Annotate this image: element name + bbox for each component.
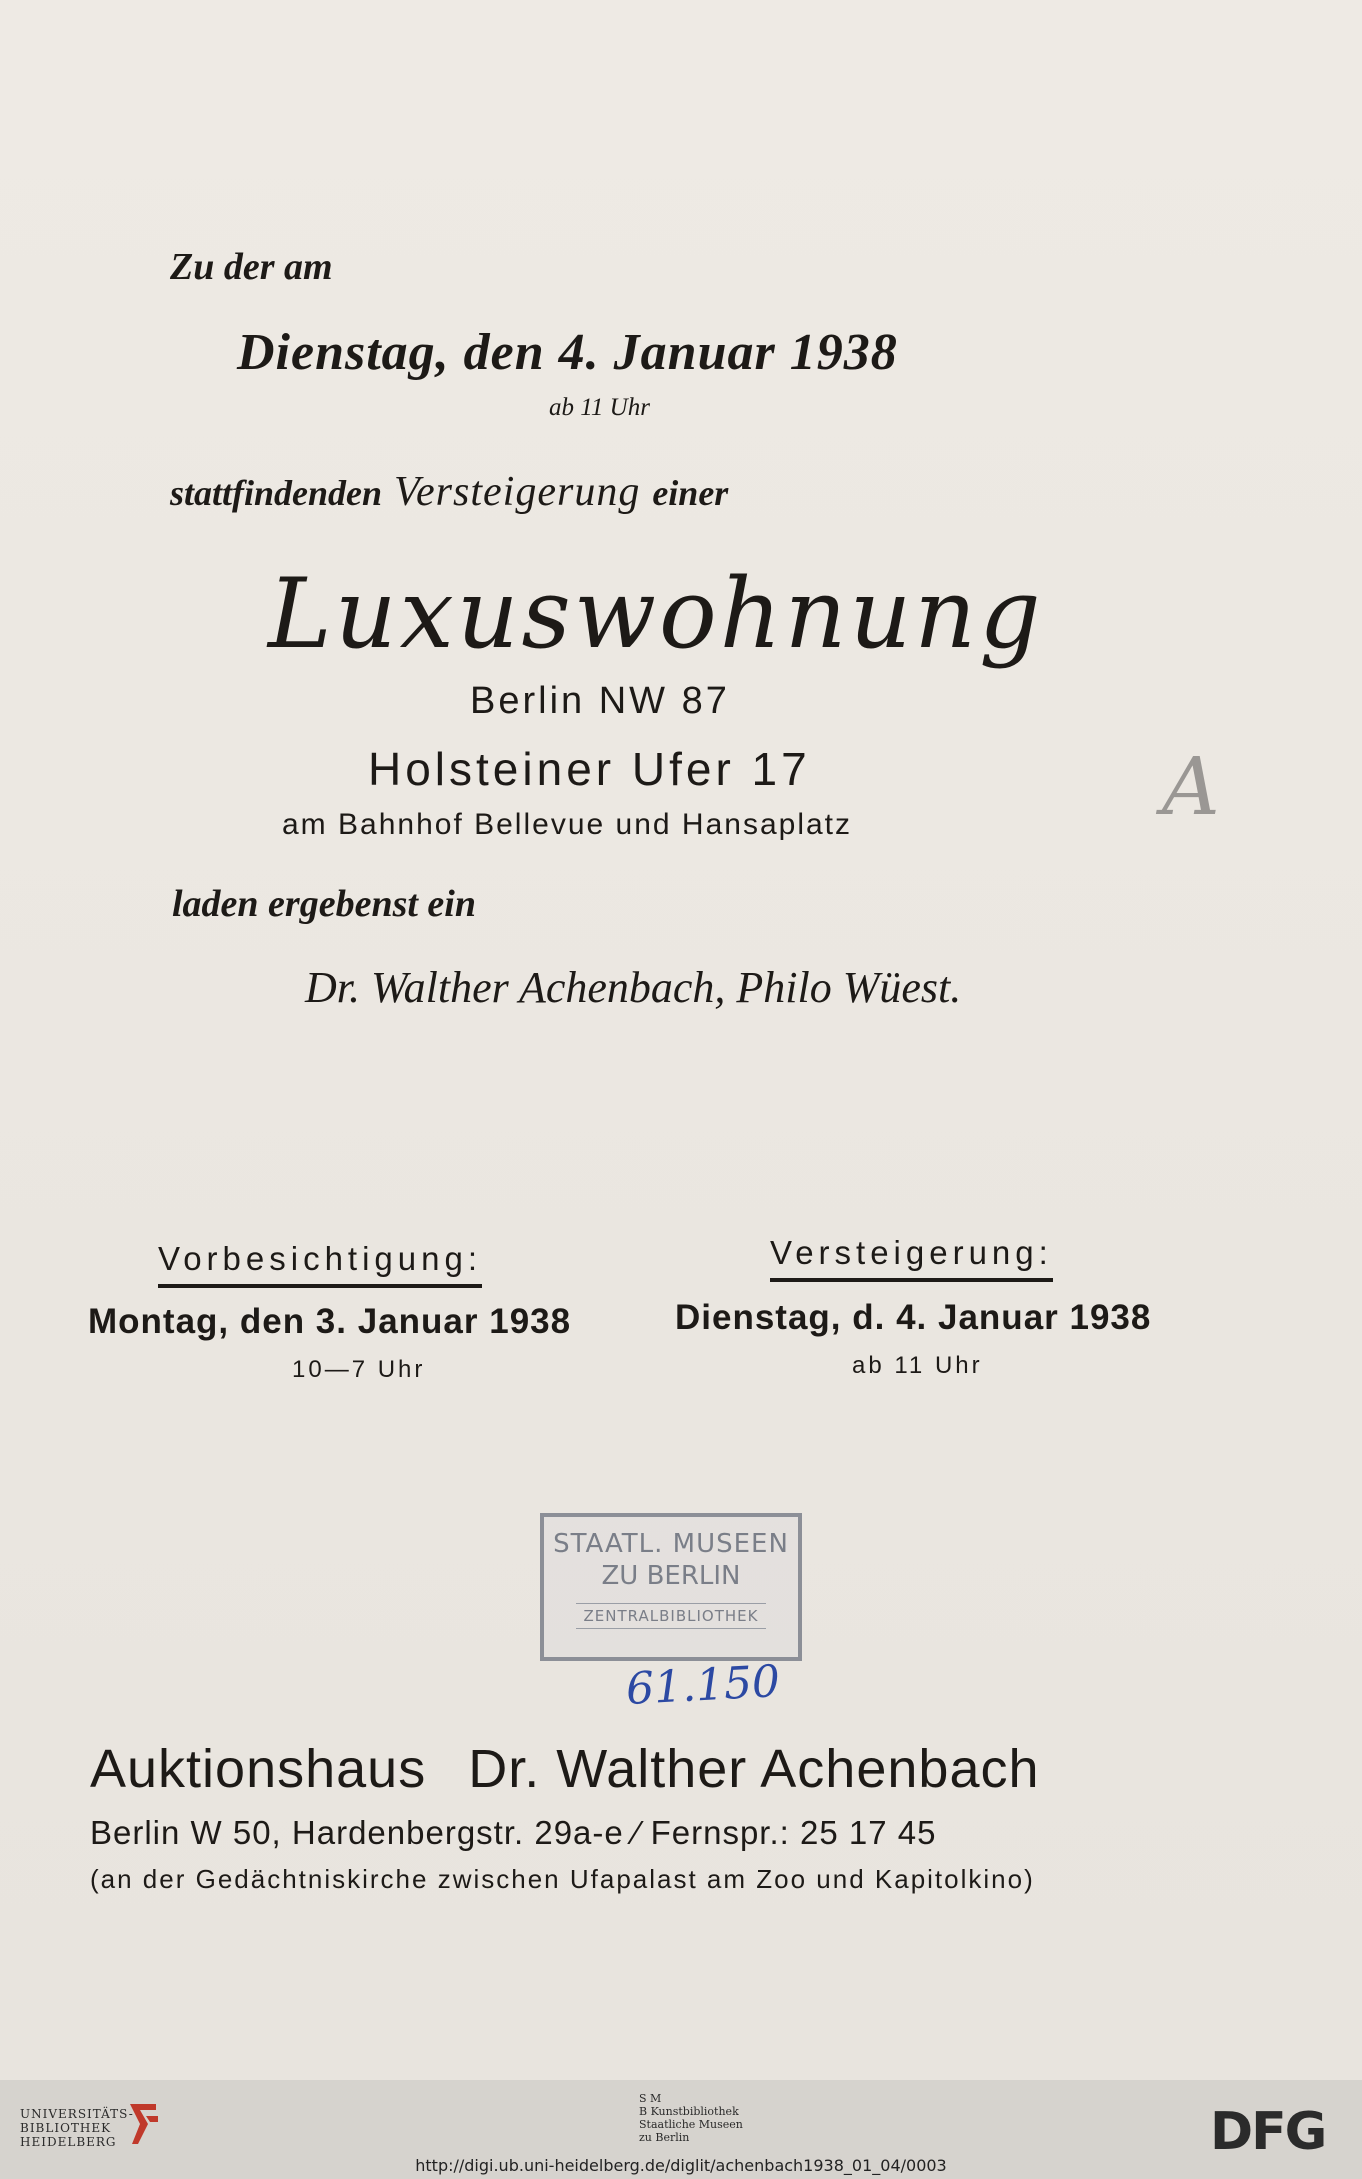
preview-date: Montag, den 3. Januar 1938 xyxy=(88,1302,572,1341)
auction-description-line xyxy=(170,468,728,516)
auction-heading: Versteigerung: xyxy=(770,1234,1053,1282)
ub-heidelberg-logo-icon xyxy=(126,2096,162,2152)
auction-house-name xyxy=(90,1738,1040,1800)
auction-time-subheading: ab 11 Uhr xyxy=(549,394,650,421)
preview-heading: Vorbesichtigung: xyxy=(158,1240,482,1288)
smb-kunstbibliothek-text xyxy=(639,2092,743,2144)
invite-text: laden ergebenst ein xyxy=(172,883,476,925)
document-title: Luxuswohnung xyxy=(268,558,1044,670)
auction-house-location: (an der Gedächtniskirche zwischen Ufapalast am Zoo und Kapitolkino) xyxy=(90,1864,1035,1894)
verb-pre-text: stattfindenden xyxy=(170,473,383,513)
stamp-line-3: ZENTRALBIBLIOTHEK xyxy=(576,1603,767,1629)
auction-house-name-part1: Auktionshaus xyxy=(90,1739,427,1799)
viewer-footer xyxy=(0,2080,1362,2179)
auction-date-heading: Dienstag, den 4. Januar 1938 xyxy=(237,324,898,381)
library-stamp xyxy=(540,1513,802,1661)
handwritten-accession-number: 61.150 xyxy=(624,1656,782,1715)
auction-time: ab 11 Uhr xyxy=(852,1352,983,1379)
stamp-line-2: ZU BERLIN xyxy=(601,1561,741,1591)
verb-main-text: Versteigerung xyxy=(394,469,641,515)
auction-house-name-part2: Dr. Walther Achenbach xyxy=(468,1739,1040,1799)
address-city: Berlin NW 87 xyxy=(470,680,730,722)
smb-line-3: Staatliche Museen xyxy=(639,2118,743,2131)
smb-line-2: B Kunstbibliothek xyxy=(639,2105,739,2118)
verb-post-text: einer xyxy=(652,473,729,513)
smb-line-1: S M xyxy=(639,2092,662,2105)
intro-text: Zu der am xyxy=(170,246,333,288)
preview-time: 10—7 Uhr xyxy=(292,1356,426,1383)
auction-date: Dienstag, d. 4. Januar 1938 xyxy=(675,1298,1152,1337)
document-url-link[interactable]: http://digi.ub.uni-heidelberg.de/diglit/achenbach1938_01_04/0003 xyxy=(415,2156,947,2175)
auction-house-address: Berlin W 50, Hardenbergstr. 29a-e ⁄ Fernspr.: 25 17 45 xyxy=(90,1814,937,1851)
address-street: Holsteiner Ufer 17 xyxy=(368,743,811,795)
address-landmark: am Bahnhof Bellevue und Hansaplatz xyxy=(282,808,853,841)
ub-line-2: BIBLIOTHEK xyxy=(20,2121,112,2135)
ub-line-3: HEIDELBERG xyxy=(20,2135,117,2149)
signers-text: Dr. Walther Achenbach, Philo Wüest. xyxy=(305,963,962,1012)
stamp-line-1: STAATL. MUSEEN xyxy=(553,1529,789,1559)
smb-line-4: zu Berlin xyxy=(639,2131,690,2144)
ub-line-1: UNIVERSITÄTS- xyxy=(20,2107,134,2121)
ub-heidelberg-logo-text xyxy=(20,2107,134,2149)
pencil-annotation: A xyxy=(1162,740,1220,833)
dfg-logo: DFG xyxy=(1210,2102,1326,2162)
